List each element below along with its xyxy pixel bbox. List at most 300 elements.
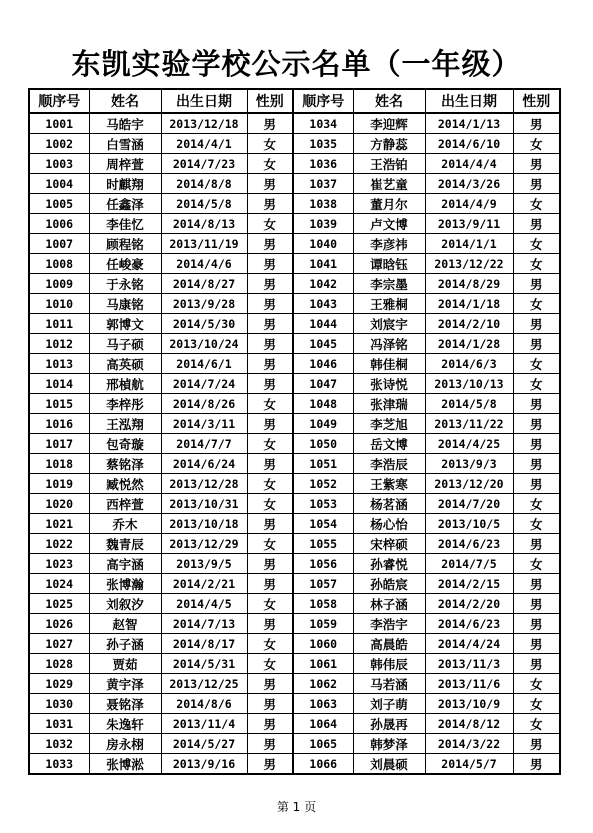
student-gender: 男	[513, 574, 560, 594]
student-name: 郭博文	[89, 314, 161, 334]
student-gender: 女	[513, 354, 560, 374]
student-name: 王浩铂	[353, 154, 425, 174]
student-birthdate: 2014/8/27	[161, 274, 247, 294]
student-seq: 1041	[293, 254, 353, 274]
student-seq: 1002	[29, 134, 89, 154]
student-name: 马若涵	[353, 674, 425, 694]
student-name: 马皓宇	[89, 113, 161, 134]
student-seq: 1057	[293, 574, 353, 594]
student-birthdate: 2014/6/24	[161, 454, 247, 474]
table-row	[29, 314, 560, 334]
student-seq: 1050	[293, 434, 353, 454]
student-seq: 1013	[29, 354, 89, 374]
student-name: 任鑫泽	[89, 194, 161, 214]
student-birthdate: 2014/3/26	[425, 174, 513, 194]
student-birthdate: 2014/4/9	[425, 194, 513, 214]
table-row	[29, 194, 560, 214]
student-name: 李梓彤	[89, 394, 161, 414]
student-name: 黄宇泽	[89, 674, 161, 694]
header-seq: 顺序号	[293, 89, 353, 113]
student-gender: 男	[247, 374, 293, 394]
student-seq: 1018	[29, 454, 89, 474]
student-birthdate: 2014/8/13	[161, 214, 247, 234]
student-seq: 1049	[293, 414, 353, 434]
student-seq: 1020	[29, 494, 89, 514]
student-birthdate: 2013/12/25	[161, 674, 247, 694]
student-seq: 1062	[293, 674, 353, 694]
student-gender: 女	[247, 394, 293, 414]
student-name: 杨心怡	[353, 514, 425, 534]
student-seq: 1024	[29, 574, 89, 594]
student-name: 任峻豪	[89, 254, 161, 274]
student-birthdate: 2014/5/7	[425, 754, 513, 775]
student-seq: 1011	[29, 314, 89, 334]
student-seq: 1012	[29, 334, 89, 354]
student-gender: 男	[247, 254, 293, 274]
student-gender: 男	[247, 574, 293, 594]
student-seq: 1045	[293, 334, 353, 354]
student-name: 魏青辰	[89, 534, 161, 554]
student-birthdate: 2014/6/10	[425, 134, 513, 154]
student-gender: 女	[513, 714, 560, 734]
student-name: 马子硕	[89, 334, 161, 354]
student-name: 于永铭	[89, 274, 161, 294]
student-seq: 1037	[293, 174, 353, 194]
student-seq: 1010	[29, 294, 89, 314]
student-seq: 1027	[29, 634, 89, 654]
student-seq: 1055	[293, 534, 353, 554]
student-gender: 男	[513, 154, 560, 174]
table-row	[29, 714, 560, 734]
student-birthdate: 2013/11/4	[161, 714, 247, 734]
student-birthdate: 2014/5/8	[161, 194, 247, 214]
student-name: 周梓萱	[89, 154, 161, 174]
student-seq: 1065	[293, 734, 353, 754]
student-birthdate: 2013/12/20	[425, 474, 513, 494]
student-birthdate: 2013/12/29	[161, 534, 247, 554]
student-gender: 女	[247, 214, 293, 234]
student-gender: 女	[247, 494, 293, 514]
student-seq: 1047	[293, 374, 353, 394]
student-name: 王泓翔	[89, 414, 161, 434]
student-gender: 女	[247, 154, 293, 174]
student-gender: 女	[513, 674, 560, 694]
student-name: 时麒翔	[89, 174, 161, 194]
student-gender: 男	[513, 734, 560, 754]
student-gender: 女	[513, 254, 560, 274]
student-name: 韩伟辰	[353, 654, 425, 674]
student-gender: 女	[247, 474, 293, 494]
student-name: 朱逸轩	[89, 714, 161, 734]
student-gender: 男	[513, 474, 560, 494]
table-row	[29, 674, 560, 694]
student-birthdate: 2014/4/4	[425, 154, 513, 174]
student-name: 包奇璇	[89, 434, 161, 454]
student-birthdate: 2014/7/24	[161, 374, 247, 394]
student-gender: 男	[247, 414, 293, 434]
student-birthdate: 2013/9/3	[425, 454, 513, 474]
student-birthdate: 2013/12/28	[161, 474, 247, 494]
student-name: 李浩宇	[353, 614, 425, 634]
student-birthdate: 2013/11/19	[161, 234, 247, 254]
student-seq: 1061	[293, 654, 353, 674]
table-row	[29, 574, 560, 594]
student-birthdate: 2014/6/23	[425, 534, 513, 554]
student-name: 蔡铭泽	[89, 454, 161, 474]
student-seq: 1031	[29, 714, 89, 734]
table-row	[29, 594, 560, 614]
student-gender: 女	[247, 534, 293, 554]
student-name: 刘子萌	[353, 694, 425, 714]
student-gender: 男	[247, 694, 293, 714]
student-gender: 男	[513, 754, 560, 775]
table-row	[29, 214, 560, 234]
student-seq: 1029	[29, 674, 89, 694]
student-name: 李彦祎	[353, 234, 425, 254]
table-row	[29, 534, 560, 554]
student-name: 孙晟再	[353, 714, 425, 734]
student-gender: 男	[513, 174, 560, 194]
student-gender: 女	[513, 494, 560, 514]
student-name: 臧悦然	[89, 474, 161, 494]
student-seq: 1059	[293, 614, 353, 634]
student-name: 刘宸宇	[353, 314, 425, 334]
student-birthdate: 2014/5/31	[161, 654, 247, 674]
student-birthdate: 2014/1/13	[425, 113, 513, 134]
student-seq: 1063	[293, 694, 353, 714]
student-seq: 1058	[293, 594, 353, 614]
student-gender: 女	[513, 694, 560, 714]
header-birthdate: 出生日期	[161, 89, 247, 113]
student-seq: 1035	[293, 134, 353, 154]
student-seq: 1015	[29, 394, 89, 414]
student-gender: 女	[513, 514, 560, 534]
student-birthdate: 2014/8/29	[425, 274, 513, 294]
student-seq: 1003	[29, 154, 89, 174]
student-birthdate: 2014/8/6	[161, 694, 247, 714]
student-birthdate: 2014/2/20	[425, 594, 513, 614]
table-row	[29, 554, 560, 574]
student-gender: 男	[513, 334, 560, 354]
student-gender: 男	[513, 534, 560, 554]
student-gender: 男	[247, 734, 293, 754]
student-seq: 1054	[293, 514, 353, 534]
table-row	[29, 414, 560, 434]
student-gender: 男	[513, 414, 560, 434]
student-name: 韩梦泽	[353, 734, 425, 754]
student-name: 贾茹	[89, 654, 161, 674]
header-name: 姓名	[353, 89, 425, 113]
student-name: 宋梓硕	[353, 534, 425, 554]
table-row	[29, 694, 560, 714]
student-gender: 男	[247, 714, 293, 734]
student-gender: 男	[247, 174, 293, 194]
page-title: 东凯实验学校公示名单（一年级）	[71, 47, 522, 81]
student-seq: 1022	[29, 534, 89, 554]
table-row	[29, 754, 560, 775]
student-gender: 女	[247, 594, 293, 614]
student-birthdate: 2014/7/20	[425, 494, 513, 514]
student-name: 刘晨硕	[353, 754, 425, 775]
table-row	[29, 334, 560, 354]
student-seq: 1056	[293, 554, 353, 574]
student-seq: 1060	[293, 634, 353, 654]
student-name: 杨茗涵	[353, 494, 425, 514]
student-birthdate: 2014/8/12	[425, 714, 513, 734]
student-seq: 1008	[29, 254, 89, 274]
student-seq: 1028	[29, 654, 89, 674]
student-seq: 1025	[29, 594, 89, 614]
student-seq: 1043	[293, 294, 353, 314]
student-gender: 男	[513, 214, 560, 234]
table-row	[29, 113, 560, 134]
header-gender: 性别	[513, 89, 560, 113]
student-seq: 1032	[29, 734, 89, 754]
student-name: 方静蕊	[353, 134, 425, 154]
table-row	[29, 254, 560, 274]
student-birthdate: 2014/7/7	[161, 434, 247, 454]
student-seq: 1026	[29, 614, 89, 634]
student-name: 高晨皓	[353, 634, 425, 654]
student-gender: 男	[247, 314, 293, 334]
student-gender: 男	[247, 274, 293, 294]
table-row	[29, 614, 560, 634]
student-name: 西梓萱	[89, 494, 161, 514]
student-name: 刘叙汐	[89, 594, 161, 614]
student-seq: 1023	[29, 554, 89, 574]
student-name: 张博淞	[89, 754, 161, 775]
student-seq: 1006	[29, 214, 89, 234]
student-seq: 1007	[29, 234, 89, 254]
student-birthdate: 2013/10/31	[161, 494, 247, 514]
student-gender: 男	[247, 614, 293, 634]
student-gender: 女	[513, 374, 560, 394]
student-seq: 1005	[29, 194, 89, 214]
student-gender: 女	[513, 554, 560, 574]
student-gender: 男	[247, 113, 293, 134]
student-name: 李佳忆	[89, 214, 161, 234]
header-name: 姓名	[89, 89, 161, 113]
student-seq: 1052	[293, 474, 353, 494]
student-birthdate: 2013/11/6	[425, 674, 513, 694]
student-name: 马康铭	[89, 294, 161, 314]
table-row	[29, 134, 560, 154]
student-seq: 1004	[29, 174, 89, 194]
student-birthdate: 2013/11/3	[425, 654, 513, 674]
student-name: 张津瑞	[353, 394, 425, 414]
student-gender: 男	[513, 594, 560, 614]
student-seq: 1044	[293, 314, 353, 334]
student-seq: 1064	[293, 714, 353, 734]
student-birthdate: 2013/12/22	[425, 254, 513, 274]
student-birthdate: 2014/2/15	[425, 574, 513, 594]
table-row	[29, 174, 560, 194]
student-birthdate: 2014/4/24	[425, 634, 513, 654]
student-gender: 男	[247, 754, 293, 775]
student-name: 高英硕	[89, 354, 161, 374]
student-name: 崔艺童	[353, 174, 425, 194]
student-seq: 1046	[293, 354, 353, 374]
student-gender: 男	[247, 194, 293, 214]
student-name: 孙睿悦	[353, 554, 425, 574]
student-birthdate: 2014/6/1	[161, 354, 247, 374]
student-birthdate: 2013/10/24	[161, 334, 247, 354]
student-seq: 1051	[293, 454, 353, 474]
student-name: 岳文博	[353, 434, 425, 454]
student-gender: 男	[513, 274, 560, 294]
student-birthdate: 2014/3/11	[161, 414, 247, 434]
student-seq: 1042	[293, 274, 353, 294]
student-birthdate: 2014/4/1	[161, 134, 247, 154]
table-row	[29, 434, 560, 454]
student-seq: 1019	[29, 474, 89, 494]
student-gender: 男	[513, 454, 560, 474]
student-seq: 1009	[29, 274, 89, 294]
student-gender: 男	[247, 334, 293, 354]
table-header-row	[29, 89, 560, 113]
table-row	[29, 654, 560, 674]
student-birthdate: 2014/6/3	[425, 354, 513, 374]
student-birthdate: 2014/4/25	[425, 434, 513, 454]
student-birthdate: 2014/7/13	[161, 614, 247, 634]
student-seq: 1016	[29, 414, 89, 434]
student-birthdate: 2014/4/5	[161, 594, 247, 614]
student-birthdate: 2013/10/5	[425, 514, 513, 534]
student-name: 王雅桐	[353, 294, 425, 314]
student-birthdate: 2014/2/21	[161, 574, 247, 594]
student-name: 王紫寒	[353, 474, 425, 494]
student-gender: 男	[513, 654, 560, 674]
student-birthdate: 2014/7/23	[161, 154, 247, 174]
header-seq: 顺序号	[29, 89, 89, 113]
student-seq: 1001	[29, 113, 89, 134]
student-seq: 1053	[293, 494, 353, 514]
student-name: 顾程铭	[89, 234, 161, 254]
student-name: 李浩辰	[353, 454, 425, 474]
student-name: 李宗墨	[353, 274, 425, 294]
student-birthdate: 2014/1/28	[425, 334, 513, 354]
table-row	[29, 294, 560, 314]
student-birthdate: 2014/5/8	[425, 394, 513, 414]
table-row	[29, 734, 560, 754]
student-name: 高宇涵	[89, 554, 161, 574]
student-name: 李芝旭	[353, 414, 425, 434]
student-name: 谭晗钰	[353, 254, 425, 274]
student-gender: 男	[247, 554, 293, 574]
student-gender: 男	[247, 454, 293, 474]
student-name: 聂铭泽	[89, 694, 161, 714]
student-name: 赵智	[89, 614, 161, 634]
student-birthdate: 2014/1/1	[425, 234, 513, 254]
student-gender: 女	[513, 134, 560, 154]
header-birthdate: 出生日期	[425, 89, 513, 113]
student-name: 董月尔	[353, 194, 425, 214]
student-birthdate: 2014/5/30	[161, 314, 247, 334]
student-birthdate: 2014/3/22	[425, 734, 513, 754]
student-seq: 1021	[29, 514, 89, 534]
student-birthdate: 2013/10/18	[161, 514, 247, 534]
student-gender: 男	[247, 294, 293, 314]
student-name: 李迎辉	[353, 113, 425, 134]
student-seq: 1066	[293, 754, 353, 775]
table-row	[29, 274, 560, 294]
student-seq: 1033	[29, 754, 89, 775]
student-gender: 女	[247, 134, 293, 154]
student-birthdate: 2014/1/18	[425, 294, 513, 314]
student-seq: 1030	[29, 694, 89, 714]
student-birthdate: 2013/10/9	[425, 694, 513, 714]
student-birthdate: 2013/9/28	[161, 294, 247, 314]
student-name: 孙皓宸	[353, 574, 425, 594]
student-name: 白雪涵	[89, 134, 161, 154]
student-birthdate: 2014/7/5	[425, 554, 513, 574]
student-gender: 男	[513, 314, 560, 334]
student-name: 房永栩	[89, 734, 161, 754]
table-row	[29, 494, 560, 514]
student-birthdate: 2014/6/23	[425, 614, 513, 634]
student-birthdate: 2014/8/8	[161, 174, 247, 194]
student-gender: 男	[513, 434, 560, 454]
student-birthdate: 2014/2/10	[425, 314, 513, 334]
table-row	[29, 354, 560, 374]
student-name: 张博瀚	[89, 574, 161, 594]
student-gender: 女	[513, 234, 560, 254]
student-gender: 男	[513, 394, 560, 414]
student-gender: 女	[247, 634, 293, 654]
student-seq: 1036	[293, 154, 353, 174]
table-row	[29, 374, 560, 394]
student-seq: 1014	[29, 374, 89, 394]
student-name: 韩佳桐	[353, 354, 425, 374]
student-birthdate: 2013/9/5	[161, 554, 247, 574]
table-row	[29, 514, 560, 534]
student-gender: 女	[513, 294, 560, 314]
student-seq: 1038	[293, 194, 353, 214]
student-gender: 男	[247, 354, 293, 374]
table-row	[29, 474, 560, 494]
student-name: 孙子涵	[89, 634, 161, 654]
student-gender: 男	[247, 514, 293, 534]
student-gender: 男	[247, 234, 293, 254]
student-name: 林子涵	[353, 594, 425, 614]
student-gender: 女	[247, 654, 293, 674]
header-gender: 性别	[247, 89, 293, 113]
student-name: 邢楨航	[89, 374, 161, 394]
student-birthdate: 2013/9/16	[161, 754, 247, 775]
student-birthdate: 2013/11/22	[425, 414, 513, 434]
table-row	[29, 454, 560, 474]
student-gender: 男	[513, 614, 560, 634]
student-birthdate: 2014/8/17	[161, 634, 247, 654]
student-gender: 男	[513, 634, 560, 654]
student-gender: 男	[513, 113, 560, 134]
student-birthdate: 2013/12/18	[161, 113, 247, 134]
table-row	[29, 234, 560, 254]
student-gender: 男	[247, 674, 293, 694]
table-row	[29, 634, 560, 654]
student-birthdate: 2014/8/26	[161, 394, 247, 414]
student-seq: 1034	[293, 113, 353, 134]
student-seq: 1017	[29, 434, 89, 454]
student-seq: 1048	[293, 394, 353, 414]
page-number: 第 1 页	[276, 800, 317, 814]
student-name: 冯泽铭	[353, 334, 425, 354]
student-gender: 女	[247, 434, 293, 454]
student-birthdate: 2013/10/13	[425, 374, 513, 394]
student-name: 乔木	[89, 514, 161, 534]
student-roster-table	[28, 88, 561, 775]
student-seq: 1039	[293, 214, 353, 234]
